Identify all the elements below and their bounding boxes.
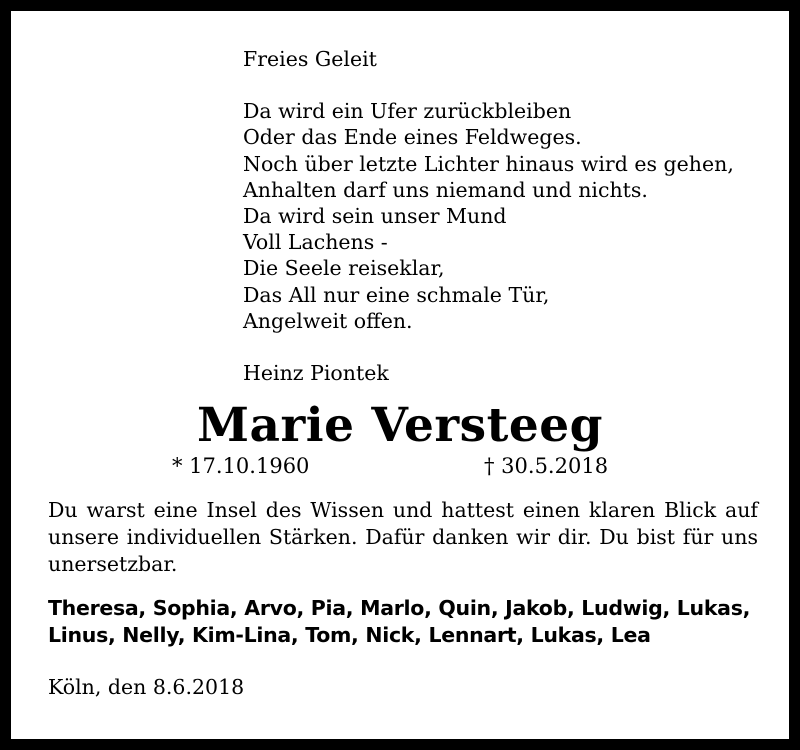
birth-date: * 17.10.1960 (172, 454, 310, 478)
place-date: Köln, den 8.6.2018 (48, 675, 245, 699)
deceased-name: Marie Versteeg (196, 398, 604, 453)
signers-line: Theresa, Sophia, Arvo, Pia, Marlo, Quin, Jakob, Ludwig, Lukas, (48, 596, 751, 620)
poem-line: Angelweit offen. (243, 308, 413, 333)
poem-line: Oder das Ende eines Feldweges. (243, 125, 582, 150)
poem-line: Die Seele reiseklar, (243, 256, 445, 281)
poem (243, 46, 734, 386)
poem-line: Voll Lachens - (243, 230, 388, 255)
signers (48, 595, 760, 649)
tribute-text: Du warst eine Insel des Wissen und hattest einen klaren Blick auf unsere individuellen Stärken. Dafür danken wir dir. Du bist für uns unersetzbar. (48, 498, 758, 576)
poem-line: Da wird ein Ufer zurückbleiben (243, 99, 572, 124)
signers-line: Linus, Nelly, Kim-Lina, Tom, Nick, Lennart, Lukas, Lea (48, 623, 651, 647)
poem-line: Da wird sein unser Mund (243, 204, 507, 229)
death-date: † 30.5.2018 (484, 454, 609, 478)
poem-title: Freies Geleit (243, 47, 377, 71)
poem-line: Noch über letzte Lichter hinaus wird es gehen, (243, 151, 734, 176)
poem-line: Anhalten darf uns niemand und nichts. (243, 177, 648, 202)
poem-author: Heinz Piontek (243, 361, 389, 386)
poem-line: Das All nur eine schmale Tür, (243, 282, 550, 307)
